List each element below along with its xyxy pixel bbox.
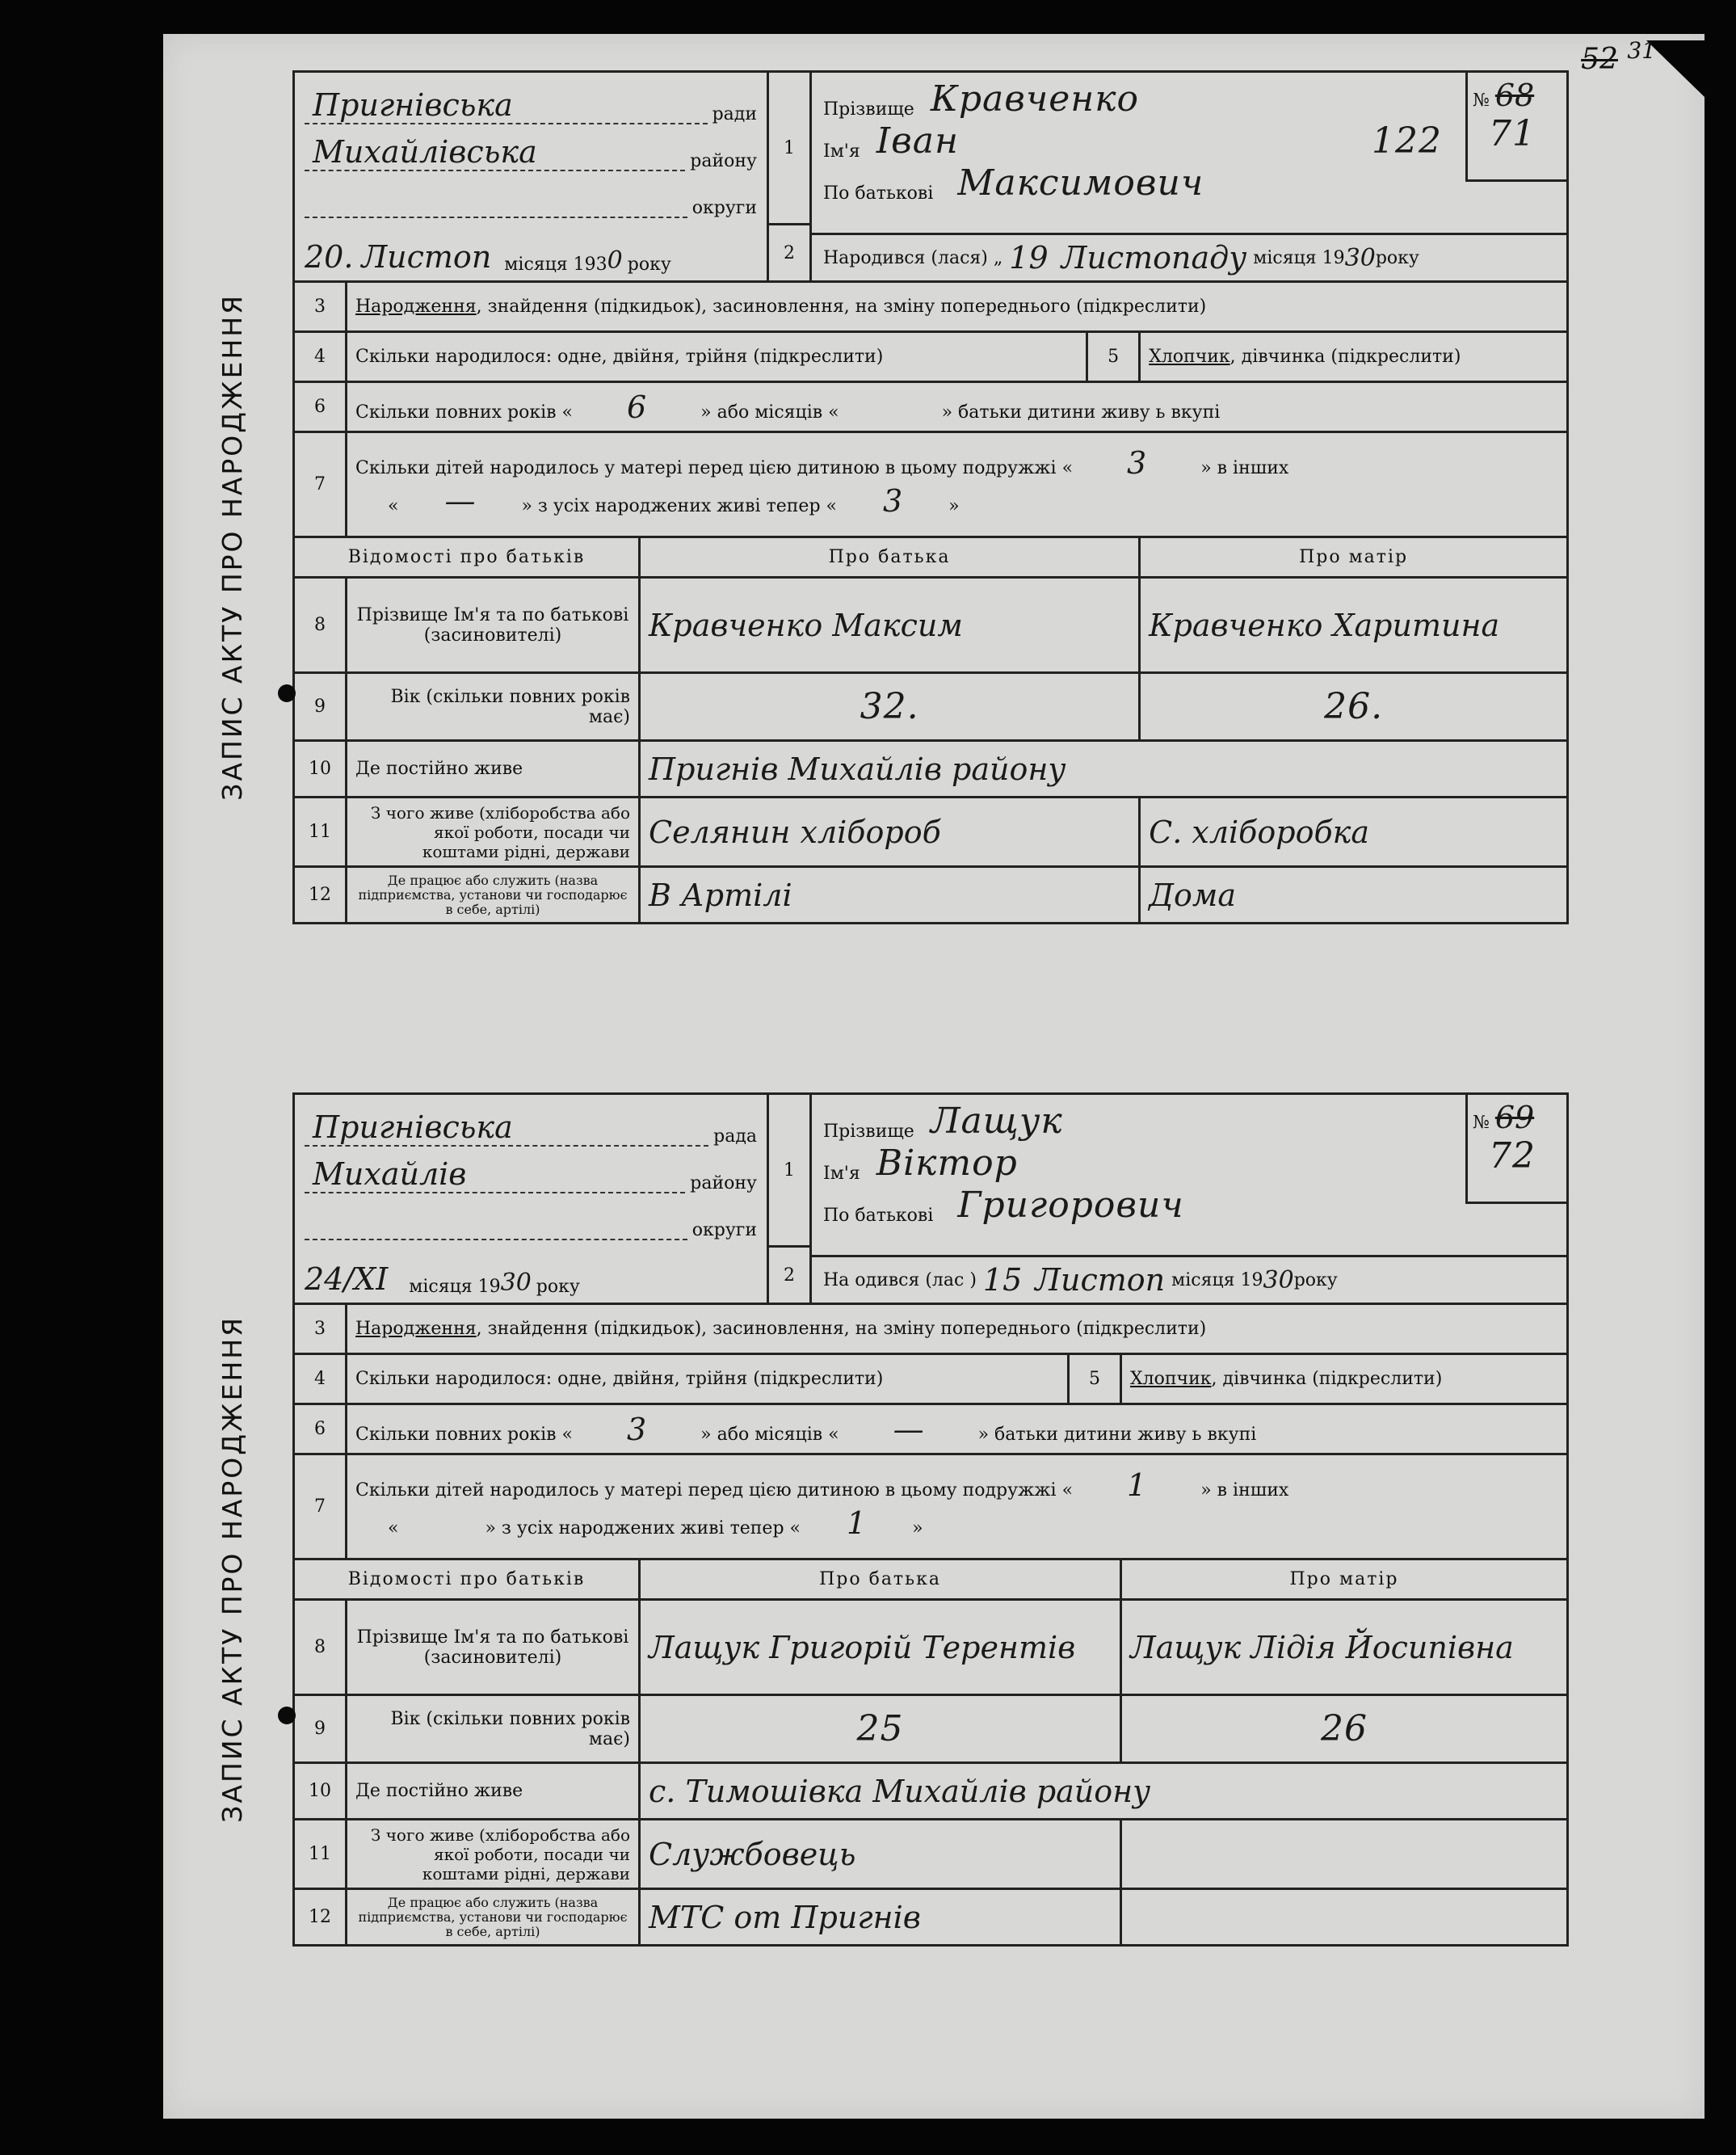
- table-row: [294, 382, 1568, 432]
- row-numbers-top: [769, 1095, 812, 1303]
- row6-years-value: 6: [626, 389, 647, 425]
- born-label: На одився (лас ): [823, 1269, 977, 1290]
- row12-father: В Артілі: [640, 867, 1140, 924]
- row3-text: , знайдення (підкидьок), засиновлення, на зміну попереднього (підкреслити): [476, 1319, 1207, 1339]
- born-month: Листоп: [1035, 1262, 1166, 1298]
- row11-number: 11: [294, 798, 347, 867]
- child-block: [812, 73, 1566, 280]
- row8-father: Кравченко Максим: [640, 578, 1140, 673]
- reg-date-month-label: місяця 193: [504, 255, 607, 275]
- row7-label-before: Скільки дітей народилось у матері перед цією дитиною в цьому подружжі «: [355, 457, 1074, 478]
- row7-before-value: 1: [1127, 1467, 1147, 1503]
- header-father: Про батька: [640, 537, 1140, 578]
- row12-father: МТС от Пригнів: [640, 1889, 1121, 1946]
- row11-mother: [1121, 1820, 1568, 1889]
- table-row: [294, 1454, 1568, 1559]
- record-number-new: 72: [1489, 1135, 1536, 1176]
- header-block: [292, 70, 1569, 280]
- row7-label-other: » в інших: [1200, 457, 1289, 478]
- row10-number: 10: [294, 1763, 347, 1820]
- row12-number: 12: [294, 867, 347, 924]
- row8-mother: Кравченко Харитина: [1140, 578, 1568, 673]
- record-number-label: №: [1473, 1113, 1490, 1133]
- registry-office-block: [295, 73, 769, 280]
- table-row: [294, 282, 1568, 332]
- corner-number-new: 31: [1627, 37, 1656, 64]
- header-parents: Відомості про батьків: [294, 1559, 640, 1600]
- name-label: Ім'я: [823, 141, 860, 162]
- row9-label: Вік (скільки повних років має): [347, 1695, 640, 1763]
- row6-label-months: » або місяців «: [700, 1424, 839, 1445]
- record-number-new: 71: [1489, 113, 1536, 154]
- row-numbers-top: [769, 73, 812, 280]
- row7-label-before: Скільки дітей народилось у матері перед цією дитиною в цьому подружжі «: [355, 1479, 1074, 1501]
- raion-label: району: [690, 1173, 757, 1193]
- side-title: ЗАПИС АКТУ ПРО НАРОДЖЕННЯ: [216, 293, 248, 801]
- row5-number: 5: [1069, 1354, 1121, 1404]
- born-day: 15: [982, 1262, 1023, 1298]
- row8-mother: Лащук Лідія Йосипівна: [1121, 1600, 1568, 1695]
- reg-date-month: Листоп: [361, 239, 492, 275]
- corner-number-old: 52: [1581, 43, 1618, 76]
- raion-value: Михайлів: [305, 1156, 685, 1193]
- row10-number: 10: [294, 741, 347, 798]
- born-year-label: року: [1375, 247, 1419, 268]
- side-title: ЗАПИС АКТУ ПРО НАРОДЖЕННЯ: [216, 1315, 248, 1823]
- row8-father: Лащук Григорій Терентів: [640, 1600, 1121, 1695]
- row9-mother: 26: [1121, 1695, 1568, 1763]
- row11-father: Службовець: [640, 1820, 1121, 1889]
- row5-underlined: Хлопчик: [1149, 347, 1230, 367]
- rada-label: ради: [712, 104, 757, 124]
- row3-number: 3: [294, 282, 347, 332]
- table-row: [294, 673, 1568, 741]
- row7-number: 7: [294, 1454, 347, 1559]
- born-month-label: місяця 19: [1171, 1269, 1263, 1290]
- raion-value: Михайлівська: [305, 134, 685, 171]
- header-mother: Про матір: [1140, 537, 1568, 578]
- rada-value: Пригнівська: [305, 1109, 708, 1147]
- born-day: 19: [1009, 240, 1049, 276]
- corner-number: [1581, 37, 1656, 76]
- row6-months-value: —: [893, 1411, 924, 1447]
- registry-office-block: [295, 1095, 769, 1303]
- row12-mother: [1121, 1889, 1568, 1946]
- reg-date-year-label: року: [536, 1277, 580, 1297]
- reg-date-month-label: місяця 19: [409, 1277, 501, 1297]
- table-row: [294, 798, 1568, 867]
- row6-label-together: » батьки дитини живу ь вкупі: [941, 402, 1221, 423]
- record-number-old: 69: [1494, 1100, 1535, 1135]
- row8-label: Прізвище Ім'я та по батькові (засиновителі): [347, 578, 640, 673]
- okruha-label: округи: [691, 1220, 757, 1240]
- row4-number: 4: [294, 332, 347, 382]
- row7-label-end: »: [912, 1517, 923, 1538]
- row1-number: 1: [769, 73, 809, 225]
- row7-label-alive: » з усіх народжених живі тепер «: [521, 495, 837, 516]
- row3-number: 3: [294, 1304, 347, 1354]
- row6-years-value: 3: [626, 1411, 647, 1447]
- punch-hole: [278, 1707, 296, 1724]
- patronymic-value: Максимович: [957, 162, 1204, 204]
- row11-mother: С. хліборобка: [1140, 798, 1568, 867]
- row8-label: Прізвище Ім'я та по батькові (засиновителі): [347, 1600, 640, 1695]
- table-row: [294, 1889, 1568, 1946]
- table-header-row: [294, 1559, 1568, 1600]
- record-table: [292, 280, 1569, 924]
- row2-number: 2: [784, 1265, 795, 1286]
- row7-label-other: » в інших: [1200, 1479, 1289, 1501]
- row8-number: 8: [294, 1600, 347, 1695]
- row6-number: 6: [294, 382, 347, 432]
- reg-date-day: 24/XI: [305, 1261, 389, 1297]
- row9-number: 9: [294, 673, 347, 741]
- born-year: 30: [1263, 1265, 1294, 1294]
- table-row: [294, 867, 1568, 924]
- row12-number: 12: [294, 1889, 347, 1946]
- row3-underlined: Народження: [355, 1319, 477, 1339]
- name-label: Ім'я: [823, 1164, 860, 1184]
- row6-label-years: Скільки повних років «: [355, 1424, 573, 1445]
- raion-label: району: [690, 151, 757, 171]
- row3-underlined: Народження: [355, 297, 477, 317]
- row10-label: Де постійно живе: [347, 1763, 640, 1820]
- row7-alive-value: 1: [846, 1505, 867, 1541]
- okruha-label: округи: [691, 198, 757, 218]
- record-number-box: [1465, 1095, 1566, 1204]
- row12-mother: Дома: [1140, 867, 1568, 924]
- header-mother: Про матір: [1121, 1559, 1568, 1600]
- rada-label: рада: [713, 1126, 757, 1147]
- table-row: [294, 1763, 1568, 1820]
- row4-text: Скільки народилося: одне, двійня, трійня (підкреслити): [347, 332, 1087, 382]
- row4-text: Скільки народилося: одне, двійня, трійня (підкреслити): [347, 1354, 1069, 1404]
- row7-label-end: »: [948, 495, 960, 516]
- header-father: Про батька: [640, 1559, 1121, 1600]
- row8-number: 8: [294, 578, 347, 673]
- rada-value: Пригнівська: [305, 87, 708, 124]
- table-row: [294, 332, 1568, 382]
- row5-underlined: Хлопчик: [1130, 1369, 1212, 1389]
- born-year: 30: [1344, 243, 1376, 272]
- row3-text: , знайдення (підкидьок), засиновлення, на зміну попереднього (підкреслити): [476, 297, 1207, 317]
- born-label: Народився (лася) „: [823, 247, 1003, 268]
- document-page: [163, 34, 1704, 2119]
- row11-father: Селянин хлібороб: [640, 798, 1140, 867]
- row11-label: З чого живе (хліборобства або якої роботи, посади чи коштами рідні, держави: [347, 1820, 640, 1889]
- row10-value: Пригнів Михайлів району: [640, 741, 1568, 798]
- row6-label-years: Скільки повних років «: [355, 402, 573, 423]
- row7-before-value: 3: [1127, 444, 1147, 481]
- row9-number: 9: [294, 1695, 347, 1763]
- row12-label: Де працює або служить (назва підприємства, установи чи господарює в себе, артілі): [347, 1889, 640, 1946]
- record-table: [292, 1303, 1569, 1947]
- table-row: [294, 1695, 1568, 1763]
- record-extra-number: 122: [1372, 120, 1442, 162]
- row7-alive-value: 3: [882, 482, 903, 519]
- row7-label-quote: «: [388, 1517, 399, 1538]
- table-row: [294, 1404, 1568, 1454]
- table-header-row: [294, 537, 1568, 578]
- born-year-label: року: [1293, 1269, 1338, 1290]
- record-number-old: 68: [1494, 78, 1535, 113]
- patronymic-value: Григорович: [957, 1185, 1184, 1226]
- record-number-box: [1465, 73, 1566, 182]
- row9-father: 32.: [640, 673, 1140, 741]
- row6-label-months: » або місяців «: [700, 402, 839, 423]
- row5-text: , дівчинка (підкреслити): [1211, 1369, 1443, 1389]
- patronymic-label: По батькові: [823, 183, 934, 204]
- row10-label: Де постійно живе: [347, 741, 640, 798]
- birth-record-1: [216, 70, 1569, 1024]
- row11-number: 11: [294, 1820, 347, 1889]
- row5-number: 5: [1087, 332, 1140, 382]
- surname-value: Кравченко: [930, 78, 1140, 120]
- patronymic-label: По батькові: [823, 1206, 934, 1226]
- surname-label: Прізвище: [823, 1122, 914, 1142]
- reg-date-year: 0: [607, 246, 623, 275]
- child-block: [812, 1095, 1566, 1303]
- row10-value: с. Тимошівка Михайлів району: [640, 1763, 1568, 1820]
- row7-other-value: [404, 1505, 485, 1541]
- record-number-label: №: [1473, 90, 1490, 111]
- reg-date-day: 20.: [305, 239, 354, 275]
- row5-text: , дівчинка (підкреслити): [1229, 347, 1461, 367]
- header-parents: Відомості про батьків: [294, 537, 640, 578]
- name-value: Віктор: [876, 1143, 1018, 1184]
- name-value: Іван: [876, 120, 959, 162]
- row6-months-value: [845, 389, 942, 425]
- header-block: [292, 1092, 1569, 1303]
- row9-mother: 26.: [1140, 673, 1568, 741]
- table-row: [294, 432, 1568, 537]
- table-row: [294, 741, 1568, 798]
- row12-label: Де працює або служить (назва підприємства, установи чи господарює в себе, артілі): [347, 867, 640, 924]
- birth-record-2: [216, 1092, 1569, 2046]
- reg-date-year-label: року: [627, 255, 671, 275]
- row7-label-quote: «: [388, 495, 399, 516]
- row7-other-value: —: [444, 482, 476, 519]
- born-month-label: місяця 19: [1253, 247, 1345, 268]
- punch-hole: [278, 684, 296, 702]
- row6-number: 6: [294, 1404, 347, 1454]
- table-row: [294, 578, 1568, 673]
- row6-label-together: » батьки дитини живу ь вкупі: [977, 1424, 1257, 1445]
- born-month: Листопаду: [1061, 240, 1247, 276]
- row9-father: 25: [640, 1695, 1121, 1763]
- row11-label: З чого живе (хліборобства або якої роботи, посади чи коштами рідні, держави: [347, 798, 640, 867]
- table-row: [294, 1304, 1568, 1354]
- surname-label: Прізвище: [823, 99, 914, 120]
- row1-number: 1: [769, 1095, 809, 1248]
- row9-label: Вік (скільки повних років має): [347, 673, 640, 741]
- reg-date-year: 30: [500, 1269, 532, 1297]
- row7-number: 7: [294, 432, 347, 537]
- table-row: [294, 1820, 1568, 1889]
- row2-number: 2: [784, 242, 795, 263]
- surname-value: Лащук: [930, 1101, 1063, 1142]
- row4-number: 4: [294, 1354, 347, 1404]
- table-row: [294, 1600, 1568, 1695]
- row7-label-alive: » з усіх народжених живі тепер «: [485, 1517, 801, 1538]
- table-row: [294, 1354, 1568, 1404]
